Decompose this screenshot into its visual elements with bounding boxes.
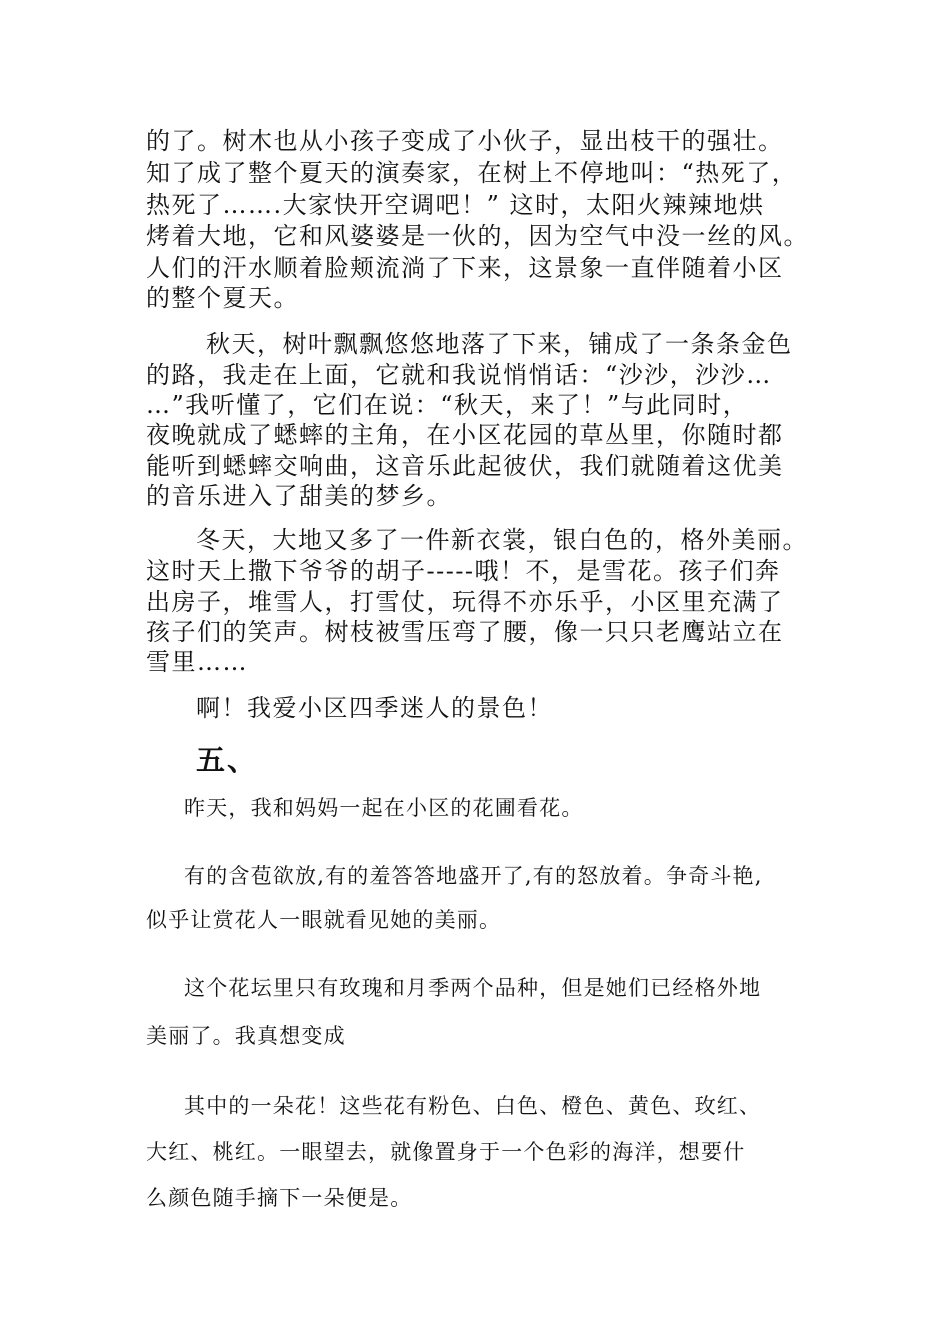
text-line: 大红、桃红。一眼望去，就像置身于一个色彩的海洋，想要什 — [146, 1140, 746, 1164]
text-line: 热死了…….大家快开空调吧！” 这时，太阳火辣辣地烘 — [146, 191, 765, 219]
text-line: 的路，我走在上面，它就和我说悄悄话：“沙沙，沙沙… — [146, 361, 772, 389]
text-line: 能听到蟋蟀交响曲，这音乐此起彼伏，我们就随着这优美 — [146, 452, 784, 480]
text-line: 人们的汗水顺着脸颊流淌了下来，这景象一直伴随着小区 — [146, 254, 784, 282]
text-line: 么颜色随手摘下一朵便是。 — [146, 1186, 413, 1210]
text-line: 这个花坛里只有玫瑰和月季两个品种，但是她们已经格外地 — [184, 976, 762, 1000]
text-line: 雪里…… — [146, 648, 248, 676]
closing-line: 啊！我爱小区四季迷人的景色！ — [196, 694, 553, 722]
text-line: 的整个夏天。 — [146, 284, 299, 312]
text-line: 冬天，大地又多了一件新衣裳，银白色的，格外美丽。 — [196, 526, 808, 554]
text-line: 的了。树木也从小孩子变成了小伙子，显出枝干的强壮。 — [146, 127, 784, 155]
text-line: 似乎让赏花人一眼就看见她的美丽。 — [146, 908, 502, 932]
text-line: 孩子们的笑声。树枝被雪压弯了腰，像一只只老鹰站立在 — [146, 618, 784, 646]
text-line: 知了成了整个夏天的演奏家，在树上不停地叫：“热死了， — [146, 159, 798, 187]
text-line: 这时天上撒下爷爷的胡子-----哦！不，是雪花。孩子们奔 — [146, 557, 781, 585]
text-line: 昨天，我和妈妈一起在小区的花圃看花。 — [184, 796, 584, 820]
text-line: 美丽了。我真想变成 — [146, 1024, 346, 1048]
text-line: 的音乐进入了甜美的梦乡。 — [146, 482, 452, 510]
text-line: 其中的一朵花！这些花有粉色、白色、橙色、黄色、玫红、 — [184, 1094, 762, 1118]
text-line: 出房子，堆雪人，打雪仗，玩得不亦乐乎，小区里充满了 — [146, 588, 784, 616]
text-line: 烤着大地，它和风婆婆是一伙的，因为空气中没一丝的风。 — [146, 222, 809, 250]
section-heading: 五、 — [196, 743, 259, 777]
text-line: 秋天，树叶飘飘悠悠地落了下来，铺成了一条条金色 — [206, 330, 793, 358]
text-line: 有的含苞欲放,有的羞答答地盛开了,有的怒放着。争奇斗艳, — [184, 864, 763, 888]
text-line: 夜晚就成了蟋蟀的主角，在小区花园的草丛里，你随时都 — [146, 421, 784, 449]
text-line: …”我听懂了，它们在说：“秋天，来了！”与此同时， — [146, 391, 749, 419]
